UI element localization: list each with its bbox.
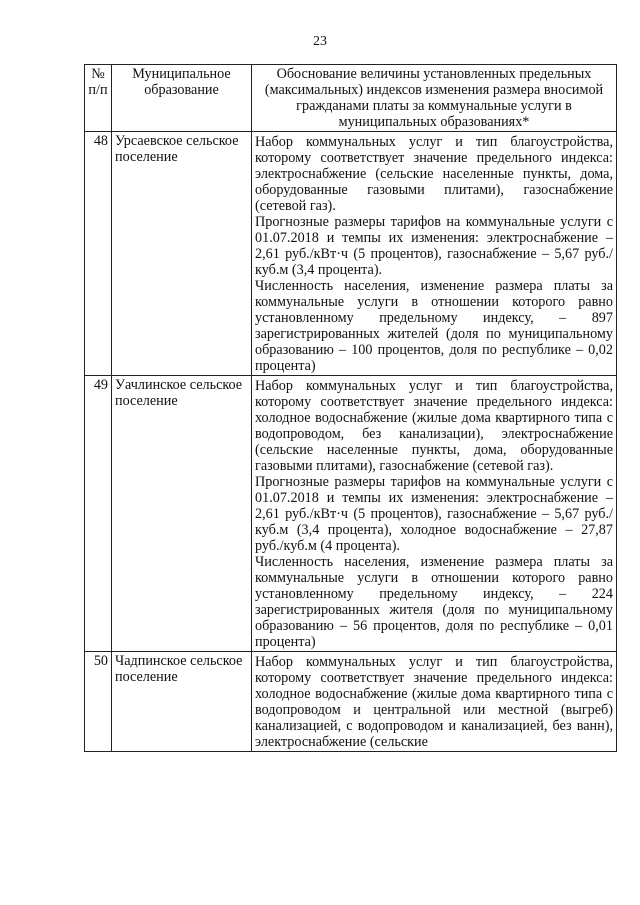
- row-municipality: Урсаевское сельское поселение: [112, 132, 252, 376]
- header-num: № п/п: [85, 65, 112, 132]
- paragraph-population: Численность населения, изменение размера платы за коммунальные услуги в отношении которого равно установленному предельному индексу, – 224 зарегистрированных жителя (доля по муниципальному образованию – 56 процентов, доля по республике – 0,01 процента): [255, 554, 613, 650]
- row-justification: [252, 132, 617, 376]
- paragraph-services: Набор коммунальных услуг и тип благоустройства, которому соответствует значение предельного индекса: холодное водоснабжение (жилые дома квартирного типа с водопроводом и центральной или местной (выгреб) канализацией, с водопроводом и канализацией, без ванн), электроснабжение (сельские: [255, 654, 613, 750]
- paragraph-services: Набор коммунальных услуг и тип благоустройства, которому соответствует значение предельного индекса: холодное водоснабжение (жилые дома квартирного типа с водопроводом, без канализации), электроснабжение (сельские населенные пункты, дома, оборудованные газовыми плитами), газоснабжение (сетевой газ).: [255, 378, 613, 474]
- header-municipality: Муниципальное образование: [112, 65, 252, 132]
- row-number: 49: [85, 376, 112, 652]
- row-number: 48: [85, 132, 112, 376]
- table-row: [85, 652, 617, 752]
- paragraph-services: Набор коммунальных услуг и тип благоустройства, которому соответствует значение предельного индекса: электроснабжение (сельские населенные пункты, дома, оборудованные газовыми плитами), газоснабжение (сетевой газ).: [255, 134, 613, 214]
- table-row: [85, 132, 617, 376]
- row-justification: [252, 376, 617, 652]
- header-justification: Обоснование величины установленных предельных (максимальных) индексов изменения размера вносимой гражданами платы за коммунальные услуги в муниципальных образованиях*: [252, 65, 617, 132]
- table-row: [85, 376, 617, 652]
- paragraph-tariffs: Прогнозные размеры тарифов на коммунальные услуги с 01.07.2018 и темпы их изменения: электроснабжение – 2,61 руб./кВт·ч (5 процентов), газоснабжение – 5,67 руб./куб.м (3,4 процента).: [255, 214, 613, 278]
- table-header-row: [85, 65, 617, 132]
- tariff-index-table: [84, 64, 617, 752]
- paragraph-tariffs: Прогнозные размеры тарифов на коммунальные услуги с 01.07.2018 и темпы их изменения: электроснабжение – 2,61 руб./кВт·ч (5 процентов), газоснабжение – 5,67 руб./куб.м (3,4 процента), холодное водоснабжение – 27,87 руб./куб.м (4 процента).: [255, 474, 613, 554]
- row-municipality: Уачлинское сельское поселение: [112, 376, 252, 652]
- paragraph-population: Численность населения, изменение размера платы за коммунальные услуги в отношении которого равно установленному предельному индексу, – 897 зарегистрированных жителей (доля по муниципальному образованию – 100 процентов, доля по республике – 0,02 процента): [255, 278, 613, 374]
- row-justification: [252, 652, 617, 752]
- row-municipality: Чадпинское сельское поселение: [112, 652, 252, 752]
- page-number: 23: [313, 34, 327, 49]
- row-number: 50: [85, 652, 112, 752]
